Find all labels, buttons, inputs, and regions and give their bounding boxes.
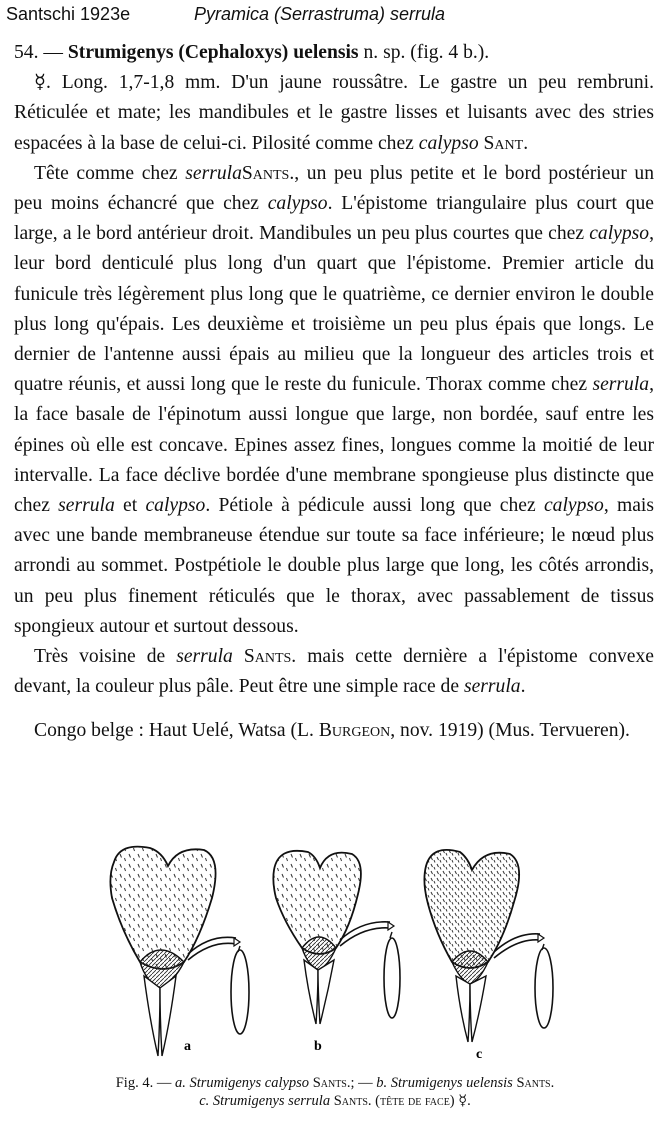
species-note: n. sp. (fig. 4 b.).: [363, 42, 490, 63]
caption-taxon: Strumigenys uelensis: [390, 1075, 513, 1091]
author-ref: Sants.: [241, 162, 295, 184]
taxon-ref: serrula: [58, 495, 115, 517]
caption-letter: a.: [174, 1075, 186, 1091]
caption-line-1: [30, 1074, 640, 1092]
taxon-ref: calypso: [543, 495, 604, 517]
head-b: [273, 851, 400, 1054]
head-c: [424, 850, 553, 1062]
author-ref: Sants.: [243, 646, 297, 668]
figure-label-b: b: [314, 1039, 322, 1054]
text-run: Congo belge : Haut Uelé, Watsa (L.: [34, 720, 314, 742]
text-run: , la face basale de l'épinotum aussi longue que large, non bordée, sauf entre les épines où elle est concave. Epines assez fines, longues comme la moitié de leur intervalle. La face déclive bordée d'une membrane spongieuse plus distincte que chez: [14, 374, 654, 517]
taxon-ref: serrula: [463, 676, 521, 698]
paragraph-comparison: [14, 642, 654, 702]
caption-line-2: [30, 1092, 640, 1110]
species-name: Strumigenys (Cephaloxys) uelensis: [67, 42, 359, 63]
caption-letter: b.: [376, 1075, 388, 1091]
taxon-ref: serrula: [176, 646, 233, 668]
text-run: et: [123, 495, 138, 517]
figure-heads: [100, 842, 570, 1068]
collector-name: Burgeon: [318, 720, 391, 742]
text-run: .: [520, 676, 526, 698]
text-run: , leur bord denticulé plus long d'un quart que l'épistome. Premier article du funicule très légèrement plus long que le quatrième, ce dernier environ le double plus long qu'épais. Les deuxième et troisième un peu plus épais que longs. Le dernier de l'antenne aussi épais au milieu que la longueur des articles trois et quatre réunis, et aussi long que le reste du funicule. Thorax comme chez: [14, 223, 654, 396]
taxon-ref: calypso: [267, 193, 328, 215]
figure-label-a: a: [184, 1039, 191, 1054]
text-run: , nov. 1919) (Mus. Tervueren).: [390, 720, 630, 742]
head-a: [110, 847, 249, 1056]
figure-label-c: c: [476, 1047, 483, 1062]
taxon-ref: serrula: [592, 374, 650, 396]
author-ref: Sant.: [483, 132, 529, 154]
text-run: ☿. Long. 1,7-1,8 mm. D'un jaune roussâtre. Le gastre un peu rembruni. Réticulée et mate; les mandibules et le gastre lisses et luisants avec des stries espacées à la base de celui-ci. Pilosité comme chez: [14, 72, 654, 154]
taxon-ref: calypso: [589, 223, 650, 245]
text-run: . Pétiole à pédicule aussi long que chez: [205, 495, 536, 517]
caption-author: Sants.: [516, 1075, 555, 1091]
header-citation: Santschi 1923e: [6, 4, 131, 24]
taxon-ref: serrula: [185, 162, 242, 184]
paragraph-locality: [14, 716, 654, 746]
text-run: , mais avec une bande membraneuse étendue sur toute sa face inférieure; le nœud plus arrondi au sommet. Postpétiole le double plus large que long, les côtés arrondis, un peu plus finement réticulés que le thorax, avec passablement de tissus spongieux autour et surtout dessous.: [14, 495, 654, 637]
text-run: . L'épistome triangulaire plus court que large, a le bord antérieur droit. Mandibules un peu plus courtes que chez: [14, 193, 654, 245]
article-body: [14, 38, 654, 747]
text-run: Très voisine de: [34, 646, 166, 668]
caption-author: Sants. (tête de face) ☿.: [333, 1093, 471, 1109]
text-run: , un peu plus petite et le bord postérieur un peu moins échancré que chez: [14, 162, 654, 215]
text-run: mais cette dernière a l'épistome convexe devant, la couleur plus pâle. Peut être une simple race de: [14, 646, 654, 698]
taxon-ref: calypso: [418, 132, 479, 154]
caption-letter: c.: [199, 1093, 210, 1109]
page-header: [6, 4, 446, 25]
head-illustrations: [100, 842, 570, 1068]
caption-taxon: Strumigenys calypso: [189, 1075, 310, 1091]
species-heading: [14, 38, 654, 68]
figure-caption: [30, 1074, 640, 1110]
paragraph-description: [14, 68, 654, 159]
caption-author: Sants.; —: [312, 1075, 373, 1091]
paragraph-head-thorax: [14, 159, 654, 642]
taxon-ref: calypso: [145, 495, 206, 517]
caption-fig-number: Fig. 4. —: [115, 1075, 172, 1091]
header-taxon: Pyramica (Serrastruma) serrula: [194, 4, 446, 24]
text-run: Tête comme chez: [34, 162, 178, 184]
caption-taxon: Strumigenys serrula: [212, 1093, 331, 1109]
species-number: 54. —: [14, 42, 63, 63]
